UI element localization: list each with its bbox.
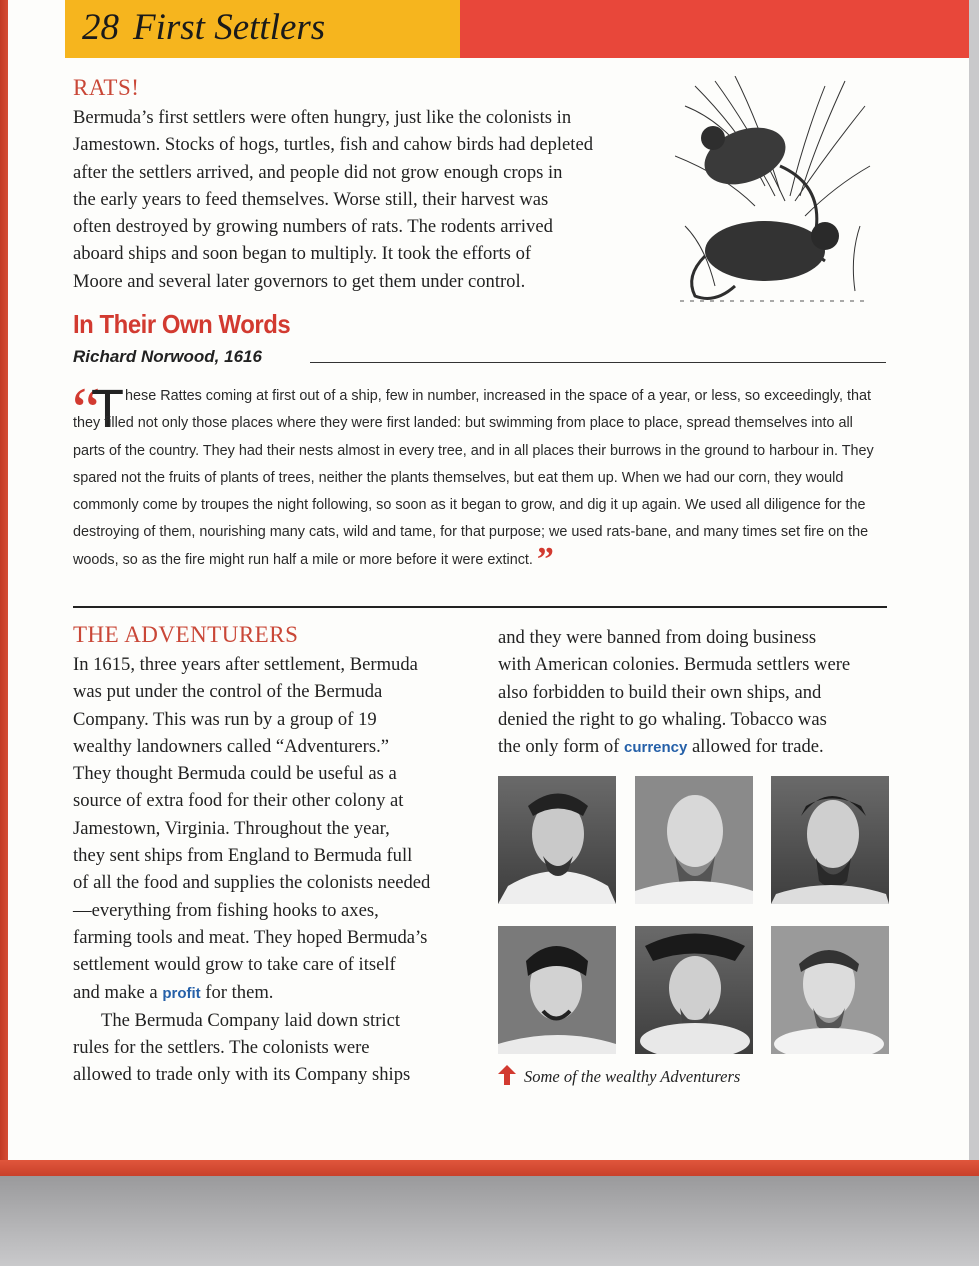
text-line: —everything from fishing hooks to axes, bbox=[73, 899, 379, 921]
text-line: rules for the settlers. The colonists were bbox=[73, 1037, 370, 1059]
portraits-caption bbox=[498, 1065, 740, 1087]
primary-source-quote bbox=[73, 379, 887, 578]
text-line: Company. This was run by a group of 19 bbox=[73, 708, 377, 730]
text-line: of all the food and supplies the colonists needed bbox=[73, 872, 431, 894]
portrait-image bbox=[635, 926, 753, 1054]
up-arrow-icon bbox=[498, 1065, 516, 1085]
portrait-image bbox=[498, 776, 616, 904]
author-divider bbox=[310, 362, 886, 363]
text-line: They thought Bermuda could be useful as a bbox=[73, 763, 397, 785]
text-line: was put under the control of the Bermuda bbox=[73, 681, 383, 703]
close-quote-mark: ” bbox=[536, 540, 554, 578]
page-number: 28 bbox=[82, 7, 119, 48]
drop-cap: T bbox=[91, 379, 124, 439]
glossary-term-profit[interactable]: profit bbox=[162, 984, 201, 1002]
page-title bbox=[82, 6, 325, 49]
caption-text: Some of the wealthy Adventurers bbox=[524, 1067, 741, 1086]
portrait-image bbox=[771, 926, 889, 1054]
adventurers-heading: THE ADVENTURERS bbox=[73, 622, 299, 647]
rats-line: aboard ships and soon began to multiply. It took the efforts of bbox=[73, 243, 532, 265]
text-line: settlement would grow to take care of itself bbox=[73, 954, 396, 976]
text-fragment: allowed for trade. bbox=[687, 736, 824, 758]
text-line: Jamestown, Virginia. Throughout the year, bbox=[73, 817, 390, 839]
rats-paragraph bbox=[73, 104, 673, 295]
text-line bbox=[73, 979, 473, 1007]
glossary-term-currency[interactable]: currency bbox=[624, 739, 688, 757]
adventurers-left-column bbox=[73, 651, 473, 1089]
rats-line: the early years to feed themselves. Worse still, their harvest was bbox=[73, 188, 549, 210]
quote-body: hese Rattes coming at first out of a ship, few in number, increased in the space of a year, or less, so exceedingly, that they filled not only those places where they were first landed: but swimming from place to place, spread themselves into all parts of the country. They had their nests almost in every tree, and in all places their burrows in the ground to harbour in. They spared not the fruits of plants of trees, neither the plants themselves, but eat them up. When we had our corn, they would commonly come by troupes the night following, so soon as it began to grow, and dig it up again. We used all diligence for the destroying of them, nourishing many cats, wild and tame, for that purpose; we used rats-bane, and many times set fire on the woods, so as the fire might run half a mile or more before it were extinct. bbox=[73, 388, 874, 568]
scan-shadow bbox=[0, 1176, 979, 1266]
chapter-title: First Settlers bbox=[133, 7, 326, 48]
text-line bbox=[498, 733, 898, 761]
in-their-own-words-title: In Their Own Words bbox=[73, 309, 291, 339]
text-fragment: the only form of bbox=[498, 736, 624, 758]
text-line: wealthy landowners called “Adventurers.” bbox=[73, 735, 389, 757]
text-line: they sent ships from England to Bermuda full bbox=[73, 845, 413, 867]
rats-heading: RATS! bbox=[73, 75, 140, 100]
portrait-image bbox=[498, 926, 616, 1054]
rat-engraving-illustration bbox=[675, 76, 875, 310]
rats-line: Moore and several later governors to get them under control. bbox=[73, 270, 526, 292]
text-line: denied the right to go whaling. Tobacco was bbox=[498, 708, 827, 730]
text-line: source of extra food for their other colony at bbox=[73, 790, 404, 812]
portrait-image bbox=[635, 776, 753, 904]
text-line: The Bermuda Company laid down strict bbox=[101, 1009, 400, 1031]
text-fragment: for them. bbox=[200, 981, 274, 1003]
adventurers-portraits bbox=[498, 776, 889, 1059]
open-quote-mark: “ bbox=[72, 374, 101, 445]
quote-divider bbox=[73, 606, 887, 608]
rats-line: Jamestown. Stocks of hogs, turtles, fish and cahow birds had depleted bbox=[73, 134, 594, 156]
quote-author: Richard Norwood, 1616 bbox=[73, 347, 262, 366]
text-line: farming tools and meat. They hoped Bermuda’s bbox=[73, 926, 428, 948]
text-fragment: and make a bbox=[73, 981, 163, 1003]
adventurers-right-column bbox=[498, 624, 898, 761]
book-bottom-edge bbox=[0, 1160, 979, 1176]
rats-line: often destroyed by growing numbers of rats. The rodents arrived bbox=[73, 216, 553, 238]
text-line: with American colonies. Bermuda settlers were bbox=[498, 654, 851, 676]
rats-line: Bermuda’s first settlers were often hungry, just like the colonists in bbox=[73, 107, 572, 128]
text-line: allowed to trade only with its Company ships bbox=[73, 1064, 411, 1086]
portrait-image bbox=[771, 776, 889, 904]
text-line: and they were banned from doing business bbox=[498, 627, 817, 648]
text-line: also forbidden to build their own ships, and bbox=[498, 681, 822, 703]
rats-line: after the settlers arrived, and people did not grow enough crops in bbox=[73, 161, 563, 183]
text-line: In 1615, three years after settlement, Bermuda bbox=[73, 654, 418, 675]
